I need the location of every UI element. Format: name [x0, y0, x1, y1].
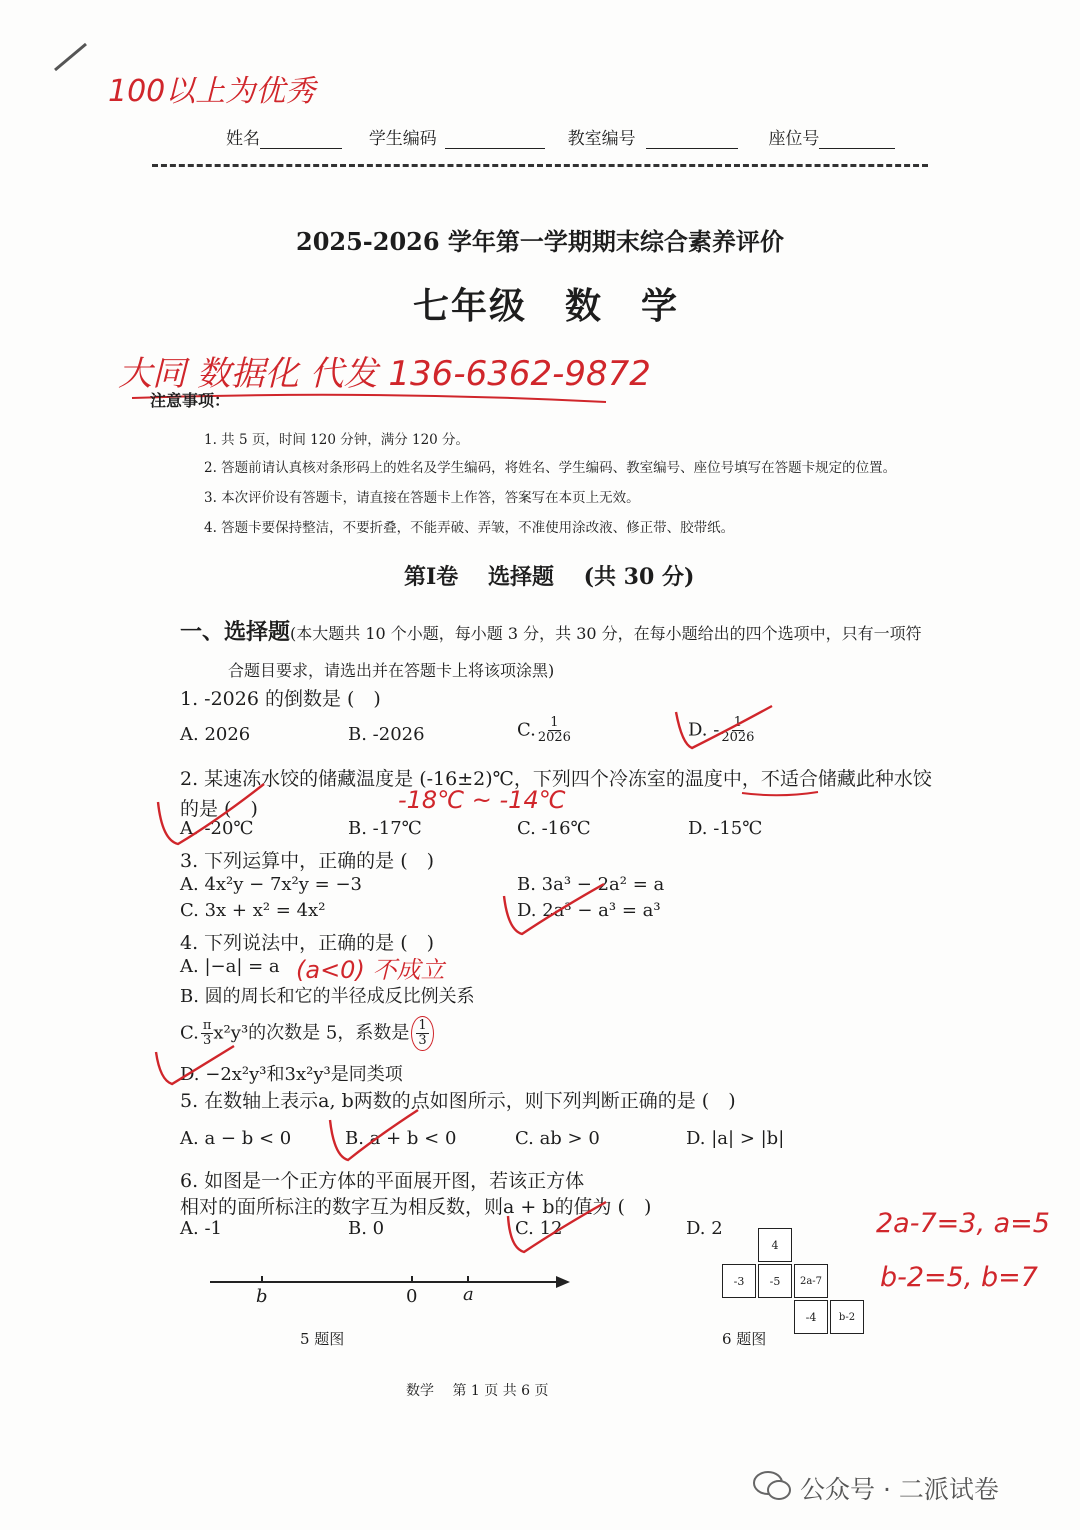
q1-c-denominator: 2026: [537, 730, 571, 745]
wechat-icon: [752, 1468, 792, 1504]
q6-stem-2: 相对的面所标注的数字互为相反数，则a + b的值为 ( ): [180, 1196, 652, 1218]
net-cell-bottom-2: b-2: [830, 1300, 864, 1334]
q3-option-a[interactable]: A. 4x²y − 7x²y = −3: [180, 874, 363, 895]
handwritten-q6-work-1: 2a-7=3, a=5: [876, 1208, 1050, 1239]
q3-option-c[interactable]: C. 3x + x² = 4x²: [180, 900, 326, 921]
q4-option-a[interactable]: A. |−a| = a: [180, 956, 280, 977]
q1-d-denominator: 2026: [721, 730, 755, 745]
q6-option-a[interactable]: A. -1: [180, 1218, 222, 1239]
q5-option-a[interactable]: A. a − b < 0: [180, 1128, 292, 1149]
q1-option-b[interactable]: B. -2026: [348, 724, 425, 745]
q2-option-b[interactable]: B. -17℃: [348, 818, 422, 839]
q2-stem: 2. 某速冻水饺的储藏温度是 (-16±2)℃，下列四个冷冻室的温度中，不适合储藏此种水饺: [180, 768, 932, 790]
check-mark-q6: [500, 1196, 610, 1256]
check-mark-q3: [498, 880, 608, 940]
numberline-a-label: a: [463, 1284, 474, 1305]
net-cell-left: -3: [722, 1264, 756, 1298]
q4-c-denominator: 3: [202, 1033, 212, 1048]
q4-c-numerator: π: [202, 1018, 212, 1033]
classroom-label: 教室编号: [567, 129, 636, 149]
q1-c-numerator: 1: [550, 715, 559, 730]
check-mark-q4: [148, 1040, 238, 1090]
q4-option-d[interactable]: D. −2x²y³和3x²y³是同类项: [180, 1064, 403, 1085]
q6-option-d[interactable]: D. 2: [686, 1218, 723, 1239]
numberline-zero-label: 0: [406, 1286, 418, 1307]
net-cell-top: 4: [758, 1228, 792, 1262]
notes-heading: 注意事项：: [150, 391, 231, 410]
q4-option-c[interactable]: C. $\frac{\pi}{3}$ x²y³的次数是 5，系数是 $\frac{1}{3}$: [180, 1016, 434, 1051]
note-4: 4. 答题卡要保持整洁，不要折叠，不能弄破、弄皱，不准使用涂改液、修正带、胶带纸。: [204, 520, 735, 536]
net-cell-bottom-1: -4: [794, 1300, 828, 1334]
q1-option-d[interactable]: D. - $\frac{1}{2026}$: [688, 715, 755, 745]
name-label: 姓名: [226, 129, 260, 149]
name-blank[interactable]: [260, 148, 342, 149]
header-fields: [226, 124, 895, 149]
handwritten-q6-work-2: b-2=5, b=7: [880, 1262, 1038, 1293]
q6-option-b[interactable]: B. 0: [348, 1218, 385, 1239]
q2-red-underline: [740, 788, 820, 798]
check-mark-q1: [668, 700, 778, 755]
q5-option-c[interactable]: C. ab > 0: [515, 1128, 600, 1149]
pencil-stroke: [50, 40, 90, 75]
handwritten-top-note: 100以上为优秀: [108, 74, 316, 109]
student-id-blank[interactable]: [445, 148, 545, 149]
q2-option-a[interactable]: A. -20℃: [180, 818, 254, 839]
handwritten-q4-note: (a<0) 不成立: [296, 956, 445, 984]
fig5-caption: 5 题图: [300, 1330, 345, 1348]
net-cell-right: 2a-7: [794, 1264, 828, 1298]
q3-option-b[interactable]: B. 3a³ − 2a² = a: [517, 874, 665, 895]
q4-c-numerator-2: 1: [418, 1018, 427, 1033]
note-3: 3. 本次评价设有答题卡，请直接在答题卡上作答，答案写在本页上无效。: [204, 490, 640, 506]
q5-option-b[interactable]: B. a + b < 0: [345, 1128, 457, 1149]
part-desc-2: 合题目要求，请选出并在答题卡上将该项涂黑): [228, 661, 555, 680]
q4-c-denominator-2: 3: [418, 1033, 427, 1048]
classroom-blank[interactable]: [646, 148, 738, 149]
q5-stem: 5. 在数轴上表示a, b两数的点如图所示，则下列判断正确的是 ( ): [180, 1090, 736, 1112]
q3-stem: 3. 下列运算中，正确的是 ( ): [180, 850, 435, 872]
handwritten-q2-range: -18℃ ~ -14℃: [398, 786, 566, 814]
exam-title: 2025-2026 学年第一学期期末综合素养评价: [296, 227, 784, 256]
section-title: 第Ⅰ卷 选择题 (共 30 分): [404, 564, 695, 590]
numberline-b-label: b: [256, 1286, 268, 1307]
fig6-caption: 6 题图: [722, 1330, 767, 1348]
note-2: 2. 答题前请认真核对条形码上的姓名及学生编码，将姓名、学生编码、教室编号、座位号填写在答题卡规定的位置。: [204, 460, 897, 476]
q4-stem: 4. 下列说法中，正确的是 ( ): [180, 932, 435, 954]
subject-title: 七年级 数 学: [413, 285, 680, 327]
note-1: 1. 共 5 页，时间 120 分钟，满分 120 分。: [204, 432, 470, 448]
q6-stem: 6. 如图是一个正方体的平面展开图，若该正方体: [180, 1170, 585, 1192]
part-label: 一、选择题: [180, 619, 291, 645]
q2-stem-2: 的是 ( ): [180, 798, 258, 820]
seat-blank[interactable]: [819, 148, 895, 149]
check-mark-q2: [148, 780, 268, 855]
q1-d-numerator: 1: [733, 715, 743, 730]
header-divider: [152, 164, 928, 167]
q5-option-d[interactable]: D. |a| > |b|: [686, 1128, 785, 1149]
handwritten-phone-note: 大同 数据化 代发 136-6362-9872: [118, 354, 651, 394]
seat-label: 座位号: [768, 129, 820, 149]
q1-stem: 1. -2026 的倒数是 ( ): [180, 688, 381, 710]
part-heading: [180, 615, 922, 646]
q1-option-c[interactable]: C. $\frac{1}{2026}$: [517, 715, 571, 745]
q4-option-b[interactable]: B. 圆的周长和它的半径成反比例关系: [180, 986, 475, 1007]
q6-option-c[interactable]: C. 12: [515, 1218, 563, 1239]
part-desc-1: (本大题共 10 个小题，每小题 3 分，共 30 分，在每小题给出的四个选项中，只有一项符: [290, 624, 922, 643]
q3-option-d[interactable]: D. 2a³ − a³ = a³: [517, 900, 661, 921]
q1-option-a[interactable]: A. 2026: [180, 724, 251, 745]
check-mark-q5: [322, 1106, 422, 1166]
student-id-label: 学生编码: [368, 129, 437, 149]
q2-option-d[interactable]: D. -15℃: [688, 818, 763, 839]
net-cell-middle: -5: [758, 1264, 792, 1298]
watermark-text: 公众号 · 二派试卷: [800, 1475, 999, 1504]
page-footer: 数学 第 1 页 共 6 页: [406, 1383, 549, 1399]
q2-option-c[interactable]: C. -16℃: [517, 818, 591, 839]
